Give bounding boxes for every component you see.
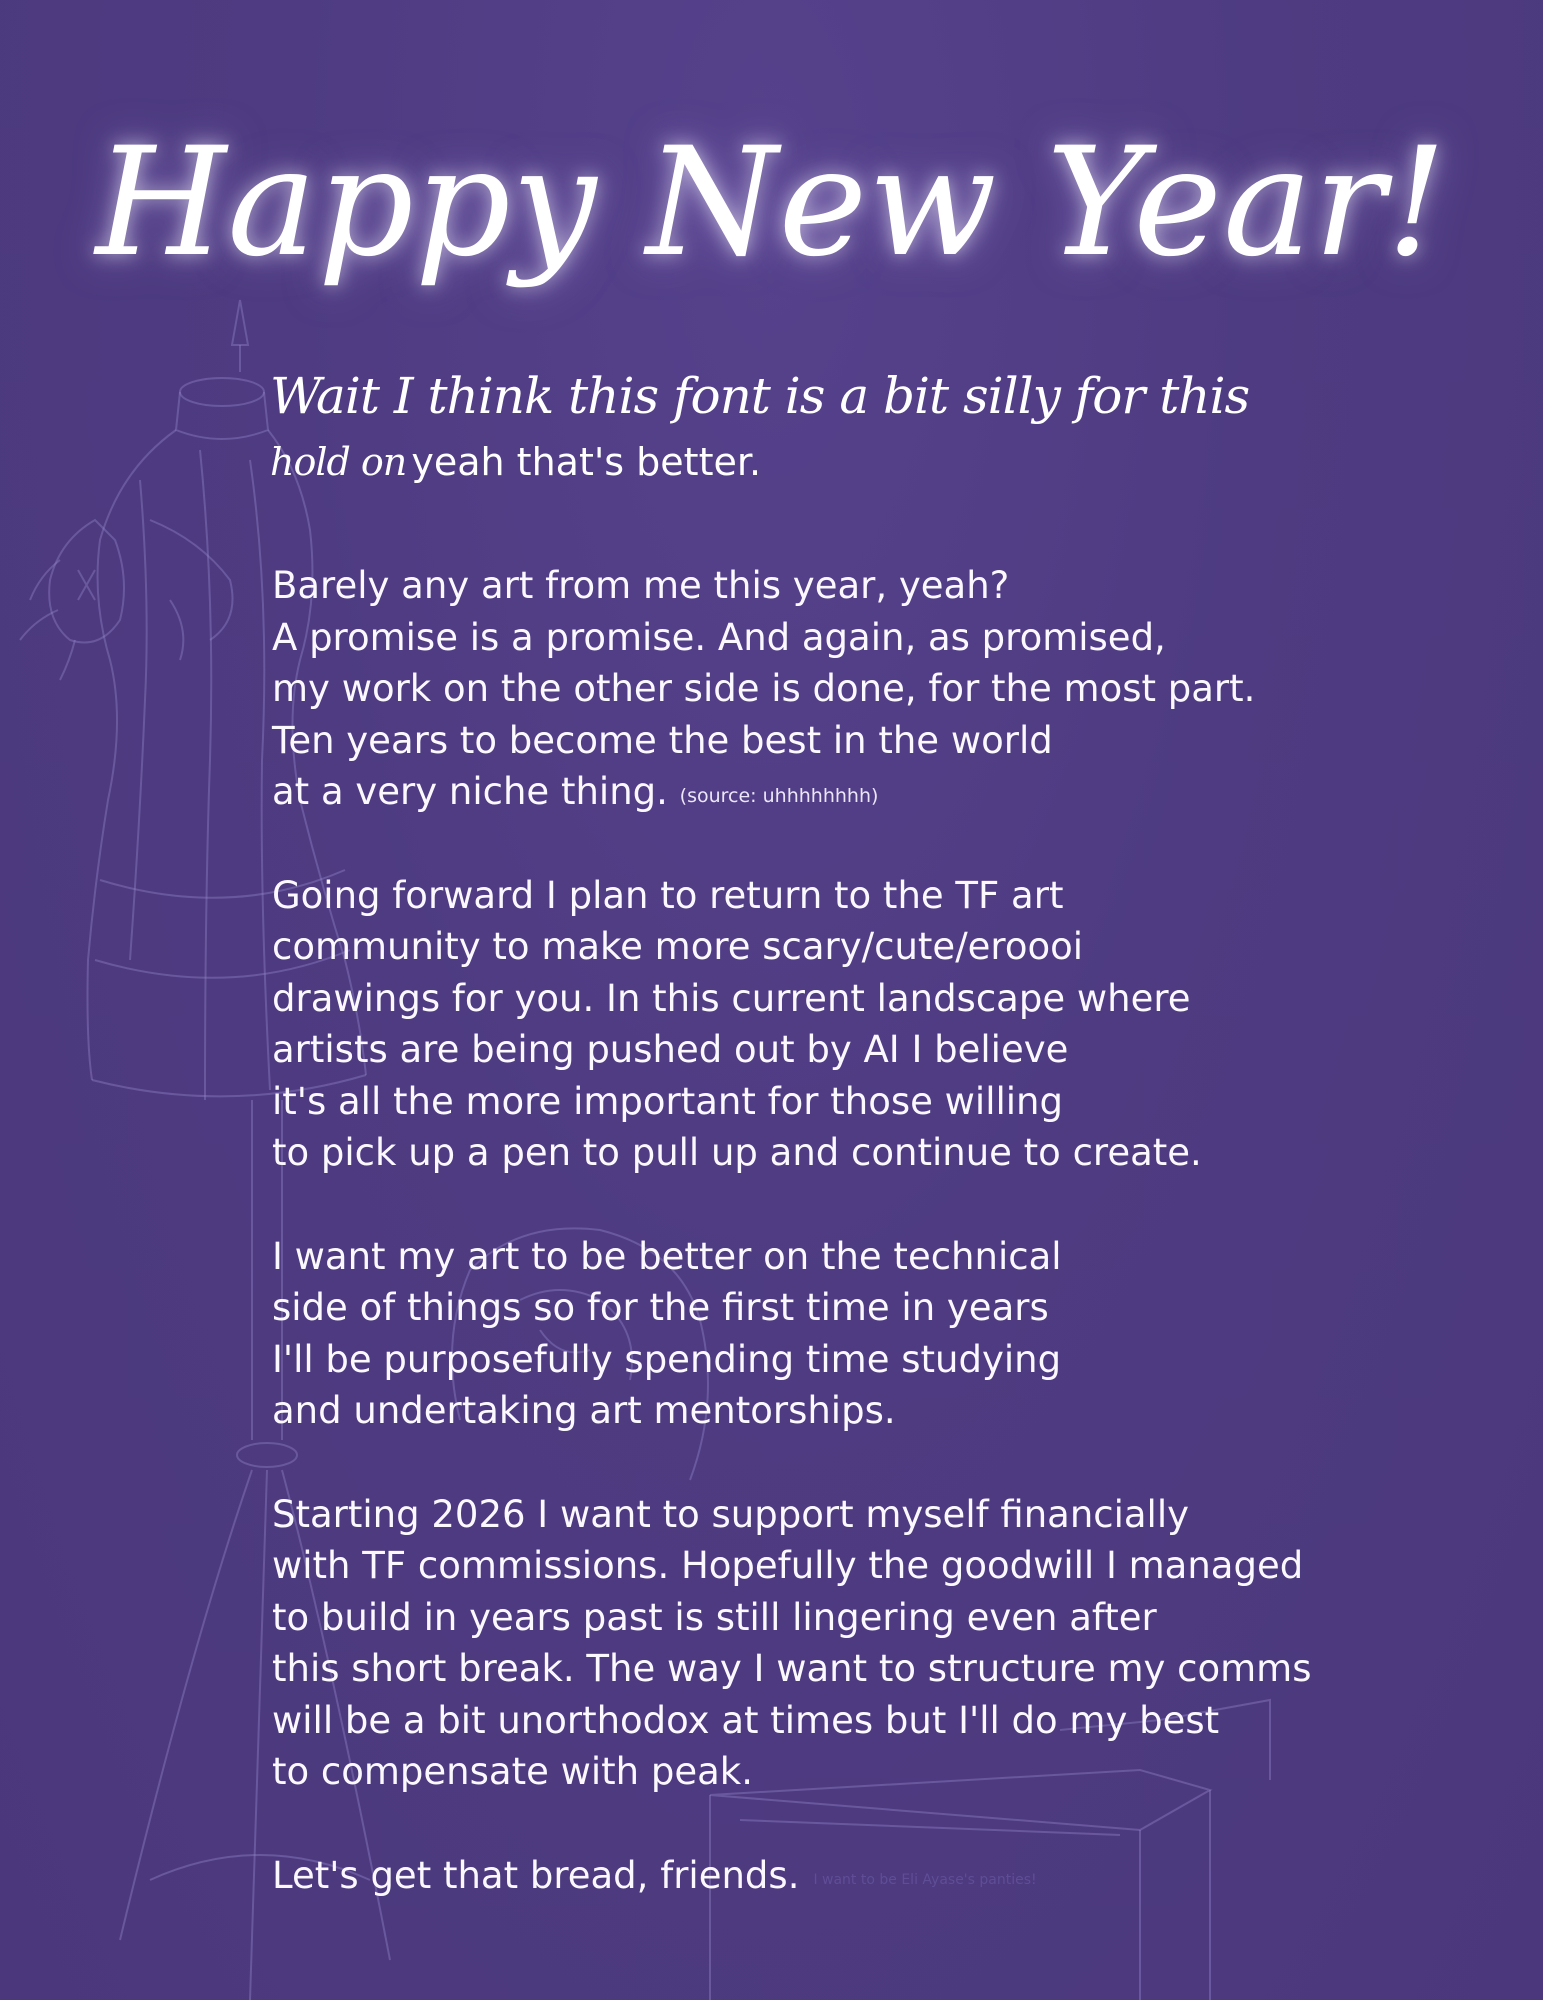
paragraph-line: I'll be purposefully spending time studying — [272, 1337, 1062, 1381]
paragraph-line: to build in years past is still lingering even after — [272, 1595, 1157, 1639]
script-font-text: Wait I think this font is a bit silly for this — [270, 367, 1250, 425]
hidden-note: I want to be Eli Ayase's panties! — [813, 1871, 1037, 1888]
intro-line-2 — [270, 437, 1370, 487]
paragraph-line: to pick up a pen to pull up and continue to create. — [272, 1131, 1202, 1174]
paragraph-line: my work on the other side is done, for the most part. — [272, 667, 1256, 710]
paragraph-line: and undertaking art mentorships. — [272, 1389, 896, 1432]
paragraph-line: Starting 2026 I want to support myself financially — [272, 1492, 1190, 1536]
intro-line-1 — [270, 355, 1370, 437]
paragraph-line: A promise is a promise. And again, as promised, — [272, 615, 1166, 659]
intro-block — [270, 355, 1370, 487]
paragraph-line: this short break. The way I want to structure my comms — [272, 1647, 1312, 1690]
paragraph-line: artists are being pushed out by AI I believe — [272, 1028, 1069, 1071]
paragraph-line — [272, 766, 1502, 818]
paragraph-line: with TF commissions. Hopefully the goodwill I managed — [272, 1544, 1304, 1587]
paragraph-line: will be a bit unorthodox at times but I'll do my best — [272, 1698, 1220, 1742]
paragraph-line: community to make more scary/cute/eroooi — [272, 925, 1084, 968]
paragraph-line: I want my art to be better on the technical — [272, 1234, 1062, 1278]
paragraph-line: Barely any art from me this year, yeah? — [272, 564, 1010, 607]
paragraph — [272, 870, 1502, 1179]
paragraph-line — [272, 1850, 1502, 1902]
closing-line: Let's get that bread, friends. — [272, 1853, 800, 1897]
paragraph — [272, 1231, 1502, 1437]
paragraph-line-text: at a very niche thing. — [272, 770, 668, 813]
paragraph-line: Going forward I plan to return to the TF art — [272, 873, 1064, 917]
paragraph — [272, 1850, 1502, 1902]
paragraph-line: it's all the more important for those willing — [272, 1079, 1063, 1123]
paragraph — [272, 560, 1502, 818]
paragraph-line: side of things so for the first time in years — [272, 1286, 1049, 1329]
paragraph-line: drawings for you. In this current landscape where — [272, 976, 1191, 1020]
message-body — [272, 560, 1502, 1953]
script-font-text: hold on — [270, 440, 407, 484]
paragraph-line: to compensate with peak. — [272, 1750, 753, 1793]
plain-font-text: yeah that's better. — [411, 440, 762, 484]
page-title: Happy New Year! — [95, 116, 1448, 290]
paragraph — [272, 1489, 1502, 1798]
source-note: (source: uhhhhhhhh) — [679, 785, 879, 807]
paragraph-line: Ten years to become the best in the world — [272, 718, 1053, 762]
